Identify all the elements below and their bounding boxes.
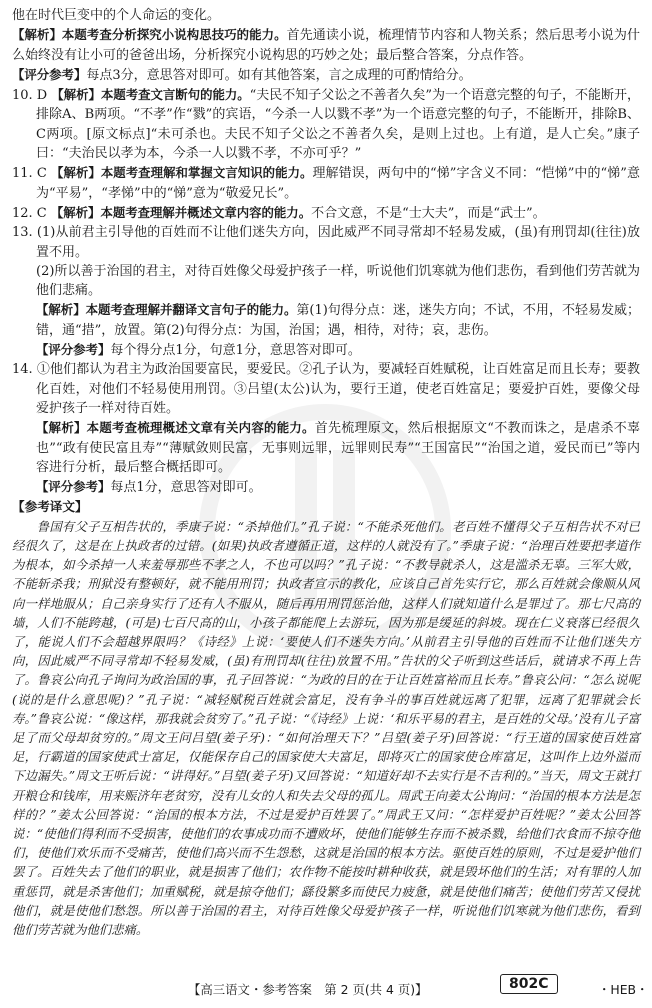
footer-code-badge: 802C bbox=[500, 974, 558, 994]
reference-translation-text: 鲁国有父子互相告状的，季康子说：“杀掉他们。”孔子说：“不能杀死他们。老百姓不懂得父子互相告状不对已经很久了，这是在上执政者的过错。(如果)执政者遵循正道，这样的人就没有了。”季康子说：“治理百姓要把孝道作为根本，如今杀掉一人来羞辱那些不孝之人，不也可以吗？”孔子说：“不教导就杀人，这是滥杀无辜。三军大败，不能斩杀我；刑狱没有整顿好，就不能用刑罚；执政者宣示的教化，应该自己首先实行它，那么百姓就会像顺从风向一样地服从；自己亲身实行了还有人不服从，随后再用刑罚惩治他，这样人们就知道什么是罪过了。那七尺高的墙，人们不能跨越，(可是)七百尺高的山，小孩子都能爬上去游玩，因为那是缓延的斜坡。现在仁义衰落已经很久了，能说人们不会超越界限吗？《诗经》上说：‘要使人们不迷失方向。’从前君主引导他的百姓而不让他们迷失方向，因此威严不同寻常却不轻易发威，(虽)有刑罚却(往往)放置不用。”告状的父子听到这些话后，就请求不再上告了。鲁哀公向孔子询问为政治国的事，孔子回答说：“为政的目的在于让百姓富裕而且长寿。”鲁哀公问：“怎么说呢(说的是什么意思呢)？”孔子说：“减轻赋税百姓就会富足，没有争斗的事百姓就远离了犯罪，远离了犯罪就会长寿。”鲁哀公说：“像这样，那我就会贫穷了。”孔子说：“《诗经》上说：‘和乐平易的君主，是百姓的父母。’没有儿子富足了而父母却贫穷的。”周文王问吕望(姜子牙)：“如何治理天下？”吕望(姜子牙)回答说：“行王道的国家使百姓富足，行霸道的国家使武士富足，仅能保存自己的国家使大夫富足，即将灭亡的国家使仓库富足，这叫作上边外溢而下边漏失。”周文王听后说：“讲得好。”吕望(姜子牙)又回答说：“知道好却不去实行是不吉利的。”当天，周文王就打开粮仓和钱库，用来赈济年老贫穷，没有儿女的人和失去父母的孤儿。周武王向姜太公询问：“治国的根本方法是怎样的？”姜太公回答说：“治国的根本方法，不过是爱护百姓罢了。”周武王又问：“怎样爱护百姓呢？”姜太公回答说：“使他们得利而不受损害，使他们的农事成功而不遭败坏，使他们能够生存而不被杀戮，给他们衣食而不掠夺他们，使他们欢乐而不受痛苦，使他们高兴而不生怨愁，这就是治国的根本方法。驱使百姓的原则，不过是爱护他们罢了。百姓失去了他们的职业，就是损害了他们；农作物不能按时耕种收获，就是毁坏他们的生活；对有罪的人加重惩罚，就是杀害他们；加重赋税，就是掠夺他们；繇役繁多而使民力疲惫，就是使他们痛苦；使他们劳苦又侵扰他们，就是使他们愁怨。所以善于治国的君主，对待百姓像父母爱护孩子一样，听说他们饥寒就为他们悲伤，看到他们劳苦就为他们悲痛。 bbox=[12, 518, 640, 937]
analysis-q13: 【解析】本题考查理解并翻译文言句子的能力。第(1)句得分点：迷，迷失方向；不试，不用，不轻易发威；错，通“措”，放置。第(2)句得分点：为国，治国；遇，相待，对待；哀，悲伤。 bbox=[36, 302, 640, 338]
line-novel-end: 他在时代巨变中的个人命运的变化。 bbox=[12, 8, 221, 23]
footer-page-info: 【高三语文・参考答案 第 2 页(共 4 页)】 bbox=[188, 982, 428, 997]
score-tag: 【评分参考】 bbox=[12, 66, 87, 82]
reference-translation-heading: 【参考译文】 bbox=[12, 499, 88, 515]
answer-q13-part2: (2)所以善于治国的君主，对待百姓像父母爱护孩子一样，听说他们饥寒就为他们悲伤，看到他们劳苦就为他们悲痛。 bbox=[36, 263, 640, 299]
analysis-q14: 【解析】本题考查梳理概述文章有关内容的能力。首先梳理原文，然后根据原文“不教而诛之，是虐杀不辜也”“政有使民富且寿”“薄赋敛则民富，无事则远罪，远罪则民寿”“王国富民”“治国之道，爱民而已”等内容进行分析，最后整合概括即可。 bbox=[36, 420, 641, 475]
analysis-novel: 【解析】本题考查分析探究小说构思技巧的能力。首先通读小说，梳理情节内容和人物关系；然后思考小说为什么始终没有让小可的爸爸出场，分析探究小说构思的巧妙之处；最后整合答案，分点作答。 bbox=[12, 27, 640, 63]
answer-q14: 14. ①他们都认为君主为政治国要富民，要爱民。②孔子认为，要减轻百姓赋税，让百姓富足而且长寿；要教化百姓，对他们不轻易使用刑罚。③吕望(太公)认为，要行王道，使老百姓富足；要爱护百姓，要像父母爱护孩子一样对待百姓。 bbox=[12, 362, 640, 416]
page-footer bbox=[0, 974, 652, 1000]
footer-publisher: ・HEB・ bbox=[598, 982, 649, 997]
answer-q12: 12. C 【解析】本题考查理解并概述文章内容的能力。不合文意，不是“士大夫”，而是“武士”。 bbox=[12, 204, 546, 221]
answer-q11: 11. C 【解析】本题考查理解和掌握文言知识的能力。理解错误，两句中的“悌”字含义不同：“恺悌”中的“悌”意为“平易”，“孝悌”中的“悌”意为“敬爱兄长”。 bbox=[12, 165, 641, 201]
score-q13: 【评分参考】每个得分点1分，句意1分，意思答对即可。 bbox=[36, 342, 361, 359]
analysis-tag: 【解析】本题考查分析探究小说构思技巧的能力。 bbox=[12, 27, 287, 43]
answer-q13-part1: 13. (1)从前君主引导他的百姓而不让他们迷失方向，因此威严不同寻常却不轻易发威，(虽)有刑罚却(往往)放置不用。 bbox=[12, 225, 640, 260]
score-novel: 【评分参考】每点3分，意思答对即可。如有其他答案，言之成理的可酌情给分。 bbox=[12, 66, 472, 83]
document-page bbox=[12, 6, 640, 939]
score-q14: 【评分参考】每点1分，意思答对即可。 bbox=[36, 479, 262, 496]
answer-q10: 10. D 【解析】本题考查文言断句的能力。“夫民不知子父讼之不善者久矣”为一个语意完整的句子，不能断开，排除A、B两项。“不孝”作“戮”的宾语，“今杀一人以戮不孝”为一个语意完整的句子，不能断开，排除B、C两项。[原文标点]“未可杀也。夫民不知子父讼之不善者久矣，是则上过也。上有道，是人亡矣。”康子曰：“夫治民以孝为本，今杀一人以戮不孝，不亦可乎？” bbox=[12, 87, 640, 162]
